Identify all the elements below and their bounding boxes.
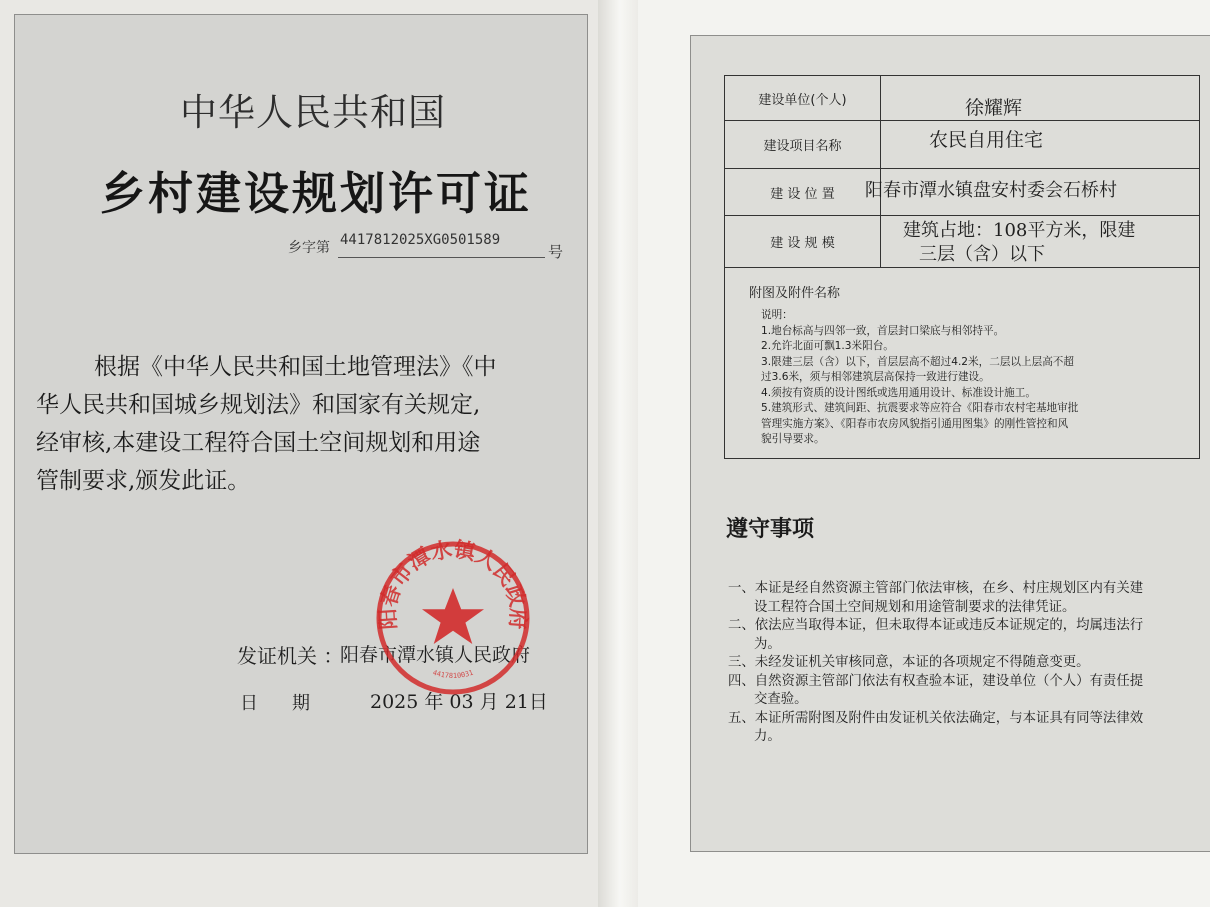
rule-line: 设工程符合国土空间规划和用途管制要求的法律凭证。 <box>754 599 1076 615</box>
row-value <box>865 169 1193 215</box>
note-line: 2.允许北面可飘1.3米阳台。 <box>761 340 894 352</box>
certificate-title: 乡村建设规划许可证 <box>100 167 533 220</box>
rule-line: 三、未经发证机关审核同意，本证的各项规定不得随意变更。 <box>728 655 1090 670</box>
rule-line: 一、本证是经自然资源主管部门依法审核，在乡、村庄规划区内有关建 <box>728 581 1144 596</box>
declaration-line: 华人民共和国城乡规划法》和国家有关规定, <box>36 392 481 418</box>
row-value <box>885 121 1193 168</box>
seal-code: 4417810031 <box>431 668 475 681</box>
rule-line: 力。 <box>754 729 781 744</box>
cert-number-underline <box>338 257 545 258</box>
rule-line: 交查验。 <box>754 692 808 707</box>
declaration-line: 经审核,本建设工程符合国土空间规划和用途 <box>36 430 481 456</box>
rule-line: 二、依法应当取得本证，但未取得本证或违反本证规定的，均属违法行 <box>728 618 1144 633</box>
declaration-line: 根据《中华人民共和国土地管理法》《中 <box>94 354 497 380</box>
rules-list <box>728 580 1208 747</box>
seal-text: 阳春市潭水镇人民政府 <box>375 538 531 631</box>
row-label: 建设单位(个人) <box>725 76 881 120</box>
table-row <box>725 76 1199 121</box>
svg-text:4417810031 <box>432 669 475 680</box>
note-line: 貌引导要求。 <box>761 433 825 445</box>
date-label: 日期 <box>240 693 344 714</box>
cert-number: 4417812025XG0501589 <box>340 232 501 248</box>
binding-spine <box>598 0 638 907</box>
table-row <box>725 121 1199 169</box>
rules-heading: 遵守事项 <box>726 517 815 542</box>
project-location: 阳春市潭水镇盘安村委会石桥村 <box>865 180 1117 201</box>
issuer-name: 阳春市潭水镇人民政府 <box>340 644 531 666</box>
table-row <box>725 169 1199 216</box>
note-line: 1.地台标高与四邻一致，首层封口梁底与相邻持平。 <box>761 324 1005 337</box>
project-info-table <box>724 75 1200 459</box>
row-label: 建设项目名称 <box>725 121 881 168</box>
rule-line: 为。 <box>754 636 781 652</box>
row-label: 建 设 位 置 <box>725 169 881 215</box>
note-line: 3.限建三层（含）以下，首层层高不超过4.2米，二层以上层高不超 <box>761 355 1074 368</box>
cert-number-suffix: 号 <box>548 243 564 261</box>
table-row <box>725 216 1199 268</box>
notes-section <box>761 308 1193 448</box>
row-value <box>885 216 1193 267</box>
row-label: 建 设 规 模 <box>725 216 881 267</box>
note-line: 说明： <box>761 309 793 321</box>
declaration-line: 管制要求,颁发此证。 <box>36 468 251 494</box>
star-icon <box>422 588 484 644</box>
country-name: 中华人民共和国 <box>180 91 446 134</box>
attachments-title: 附图及附件名称 <box>749 286 841 301</box>
official-seal <box>373 538 533 698</box>
project-scale-line: 建筑占地：108平方米，限建 <box>903 220 1136 241</box>
rule-line: 五、本证所需附图及附件由发证机关依法确定，与本证具有同等法律效 <box>728 710 1144 726</box>
project-name: 农民自用住宅 <box>929 129 1044 151</box>
row-value <box>885 76 1193 120</box>
cert-number-prefix: 乡字第 <box>288 240 330 256</box>
issuer-label: 发证机关 ： <box>237 644 344 668</box>
note-line: 管理实施方案》、《阳春市农房风貌指引通用图集》的刚性管控和风 <box>761 417 1069 430</box>
note-line: 过3.6米，须与相邻建筑层高保持一致进行建设。 <box>761 371 990 383</box>
project-scale-line: 三层（含）以下 <box>919 244 1045 265</box>
rule-line: 四、自然资源主管部门依法有权查验本证，建设单位（个人）有责任提 <box>728 673 1144 689</box>
note-line: 5.建筑形式、建筑间距、抗震要求等应符合《阳春市农村宅基地审批 <box>761 402 1079 414</box>
declaration-text <box>36 348 561 500</box>
note-line: 4.须按有资质的设计图纸或选用通用设计、标准设计施工。 <box>761 386 1036 399</box>
issue-date: 2025 年 03 月 21日 <box>370 691 548 713</box>
applicant-name: 徐耀辉 <box>965 97 1023 119</box>
